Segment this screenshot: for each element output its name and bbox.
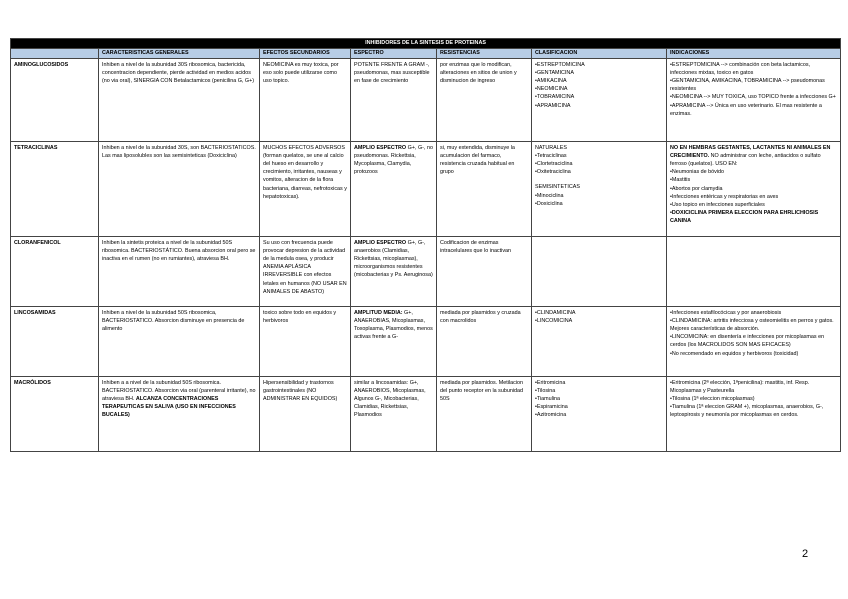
clasificacion-item: NATURALES — [535, 144, 567, 151]
header-blank — [11, 49, 99, 59]
doxiciclina-highlight: •DOXICICLINA PRIMERA ELECCION PARA EHRLICHIOSIS CANINA — [670, 210, 819, 225]
resistencias-text: si, muy extendida, disminuye la acumulacion del farmaco, resistencia cruzada habitual en grupo — [440, 144, 515, 176]
resistencias-text: mediada por plasmidos y cruzada con macrolidos — [440, 309, 521, 324]
clasificacion-item: •Tetraciclinas — [535, 152, 567, 159]
espectro-cell — [351, 237, 437, 307]
title-row — [11, 39, 841, 49]
header-efectos: EFECTOS SECUNDARIOS — [260, 49, 351, 59]
clasificacion-item: •Eritromicina — [535, 379, 566, 386]
clasificacion-item: •Tiamulina — [535, 395, 561, 402]
table-row — [11, 307, 841, 377]
espectro-text: G+, ANAEROBIAS, Micoplasmas, Toxoplasma, Plasmodios, menos activas frente a G- — [354, 309, 433, 341]
caracteristicas-cell — [99, 377, 260, 452]
espectro-cell — [351, 142, 437, 237]
clasificacion-item: •Clortetraciclina — [535, 160, 573, 167]
indicaciones-bold-text: NO EN HEMBRAS GESTANTES, LACTANTES NI ANIMALES EN CRECIMIENTO. — [670, 144, 831, 159]
table-row — [11, 142, 841, 237]
clasificacion-item: •ESTREPTOMICINA — [535, 61, 585, 68]
efectos-cell — [260, 142, 351, 237]
espectro-text: POTENTE FRENTE A GRAM -, pseudomonas, mas susceptible en fase de crecimiento — [354, 61, 430, 84]
row-name-cell — [11, 142, 99, 237]
indicaciones-cell — [667, 307, 841, 377]
table-body — [11, 59, 841, 452]
clasificacion-item: •Doxiciclina — [535, 200, 563, 207]
row-name: MACRÓLIDOS — [14, 379, 51, 386]
espectro-cell — [351, 377, 437, 452]
resistencias-cell — [437, 377, 532, 452]
efectos-cell — [260, 59, 351, 142]
header-clasificacion: CLASIFICACION — [532, 49, 667, 59]
caracteristicas-text: Inhiben a a nivel de la subunidad 50S ribosomica. BACTERIOSTATICO. Absorcion via oral (parenteral irritante), no atraviesa BH. — [102, 379, 256, 402]
resistencias-text: Codificacion de enzimas intracelulares que lo inactivan — [440, 239, 512, 254]
header-espectro: ESPECTRO — [351, 49, 437, 59]
espectro-bold-text: AMPLIO ESPECTRO — [354, 239, 407, 246]
header-resistencias: RESISTENCIAS — [437, 49, 532, 59]
table-row — [11, 59, 841, 142]
clasificacion-cell — [532, 237, 667, 307]
clasificacion-item: SEMISINTETICAS — [535, 184, 580, 191]
list-gap — [535, 176, 663, 183]
row-name: AMINOGLUCOSIDOS — [14, 61, 69, 68]
clasificacion-item: •Espiramicina — [535, 404, 568, 411]
clasificacion-cell — [532, 59, 667, 142]
row-name-cell — [11, 307, 99, 377]
espectro-cell — [351, 59, 437, 142]
header-caracteristicas: CARACTERISTICAS GENERALES — [99, 49, 260, 59]
indicaciones-cell — [667, 237, 841, 307]
row-name: CLORANFENICOL — [14, 239, 61, 246]
resistencias-cell — [437, 307, 532, 377]
efectos-text: Hipersensibilidad y trastornos gastrointestinales (NO ADMINISTRAR EN EQUIDOS) — [263, 379, 338, 402]
efectos-cell — [260, 307, 351, 377]
caracteristicas-bold-text: ALCANZA CONCENTRACIONES TERAPEUTICAS EN SALIVA (USO EN INFECCIONES BUCALES) — [102, 395, 236, 419]
clasificacion-item: •CLINDAMICINA — [535, 309, 576, 316]
caracteristicas-cell — [99, 59, 260, 142]
clasificacion-item: •TOBRAMICINA — [535, 94, 575, 101]
caracteristicas-text: Inhiben a nivel de la subunidad 30S, son BACTERIOSTATICOS. Las mas liposolubles son las semisinteticas (Doxiciclina) — [102, 144, 256, 159]
row-name: LINCOSAMIDAS — [14, 309, 56, 316]
clasificacion-item: •Minociclina — [535, 192, 564, 199]
clasificacion-item: •APRAMICINA — [535, 102, 571, 109]
clasificacion-item: •GENTAMICINA — [535, 69, 574, 76]
efectos-cell — [260, 377, 351, 452]
espectro-bold-text: AMPLITUD MEDIA: — [354, 309, 403, 316]
page-number: 2 — [802, 548, 809, 560]
caracteristicas-text: Inhiben la sintetis proteica a nivel de la subunidad 50S ribosomica. BACTERIOSTÁTICO. Buena absorcion oral pero se inactiva en el rumen (no en rumiantes), atraviesa BH. — [102, 239, 256, 262]
header-row — [11, 49, 841, 59]
row-name-cell — [11, 377, 99, 452]
clasificacion-item: •Azitromicina — [535, 412, 567, 419]
caracteristicas-cell — [99, 142, 260, 237]
clasificacion-cell — [532, 142, 667, 237]
clasificacion-item: •Tilosina — [535, 387, 556, 394]
caracteristicas-text: Inhiben a nivel de la subunidad 50S ribosomica, BACTERIOSTATICO. Absorcion disminuye en presencia de alimento — [102, 309, 245, 332]
protein-synthesis-inhibitors-table — [10, 38, 841, 452]
caracteristicas-cell — [99, 237, 260, 307]
indicaciones-cell — [667, 377, 841, 452]
clasificacion-item: •LINCOMICINA — [535, 317, 573, 324]
table-row — [11, 237, 841, 307]
espectro-text: similar a lincosamidas: G+, ANAEROBIOS, Micoplasmas, Algunos G-, Micobacterias, Clamidias, Rickettsias, Plasmodios — [354, 379, 426, 419]
row-name-cell — [11, 237, 99, 307]
efectos-text: MUCHOS EFECTOS ADVERSOS (forman quelatos, se une al calcio del hueso en desarrollo y crecimiento, irritantes, nauseas y vomitos, alteracion de la flora bacteriana, diarreas, nefrotoxicas y hepatotoxicas). — [263, 144, 347, 200]
clasificacion-cell — [532, 307, 667, 377]
clasificacion-item: •AMIKACINA — [535, 77, 567, 84]
resistencias-cell — [437, 142, 532, 237]
indicaciones-cell — [667, 59, 841, 142]
espectro-bold-text: AMPLIO ESPECTRO — [354, 144, 407, 151]
indicaciones-text: •Infecciones estafilocócicas y por anaerobiosis •CLINDAMICINA: artritis infecciosa y osteomielitis en perros y gatos. Mejores características de absorción. •LINCOMICINA: en disentería e infecciones por micoplasmas en cerdos (los MACROLIDOS SON MAS EFICACES) •No recomendado en equidos y herbivoros (toxicidad) — [670, 309, 834, 357]
espectro-cell — [351, 307, 437, 377]
indicaciones-text: •ESTREPTOMICINA --> combinación con beta lactamicos, infecciones mixtas, toxico en gatos •GENTAMICINA, AMIKACINA, TOBRAMICINA --> pseudomonas resistentes •NEOMICINA --> MUY TOXICA, uso TOPICO frente a infecciones G+ •APRAMICINA --> Única en uso veterinario. El mas resistente a enzimas. — [670, 61, 836, 117]
clasificacion-item: •Oxitetraciclina — [535, 169, 571, 176]
clasificacion-item: •NEOMICINA — [535, 86, 568, 93]
caracteristicas-cell — [99, 307, 260, 377]
indicaciones-text: •Eritromicina (2ª elección, 1ªpenicilina): mastitis, inf. Resp. Micoplasmas y Pasteurella •Tilosina (1ª eleccion micoplasmas) •Tiamulina (1ª eleccion GRAM +), micoplasmas, anaerobios, G-, leptospirosis y neumonía por micoplasmas en cerdos. — [670, 379, 824, 419]
efectos-text: Su uso con frecuencia puede provocar depresion de la actividad de la medula osea, y producir ANEMIA APLÁSICA IRREVERSIBLE con efectos letales en humanos (NO USAR EN ANIMALES DE ABASTO) — [263, 239, 347, 295]
indicaciones-text: NO administrar con leche, antiacidos o sulfato ferroso (quelatos). USO EN: •Neumonias de bóvido •Mastitis •Abortos por clamydia •Infecciones entéricas y respiratorias en aves •Uso topico en infecciones superficiales •DOXICICLINA PRIMERA ELECCION PARA EHRLICHIOSIS CANINA — [670, 152, 821, 225]
espectro-text: G+, G-, no pseudomonas. Rickettsia, Mycoplasma, Clamydia, protozoos — [354, 144, 433, 176]
resistencias-text: mediada por plasmidos. Metilacion del punto receptor en la subunidad 50S — [440, 379, 524, 402]
resistencias-cell — [437, 237, 532, 307]
row-name-cell — [11, 59, 99, 142]
efectos-cell — [260, 237, 351, 307]
clasificacion-cell — [532, 377, 667, 452]
efectos-text: NEOMICINA es muy toxica, por eso solo puede utilizarse como uso topico. — [263, 61, 339, 84]
table-row — [11, 377, 841, 452]
header-indicaciones: INDICACIONES — [667, 49, 841, 59]
espectro-text: G+, G-, anaerobios (Clamidias, Rickettsias, micoplasmas), microorganismos resistentes (micobacterias y Ps. Aeruginosa) — [354, 239, 433, 279]
efectos-text: toxico sobre todo en equidos y herbivoros — [263, 309, 337, 324]
resistencias-cell — [437, 59, 532, 142]
table-title: INHIBIDORES DE LA SINTESIS DE PROTEINAS — [11, 39, 841, 49]
caracteristicas-text: Inhiben a nivel de la subunidad 30S ribosomica, bactericida, concentracion dependiente, pierde actividad en medios acidos (no via oral), SINERGIA CON Betalactamicos (penicilina G, G+) — [102, 61, 255, 84]
resistencias-text: por enzimas que lo modifican, alteraciones en sitios de union y disminucion de ingreso — [440, 61, 517, 84]
row-name: TETRACICLINAS — [14, 144, 58, 151]
indicaciones-cell — [667, 142, 841, 237]
